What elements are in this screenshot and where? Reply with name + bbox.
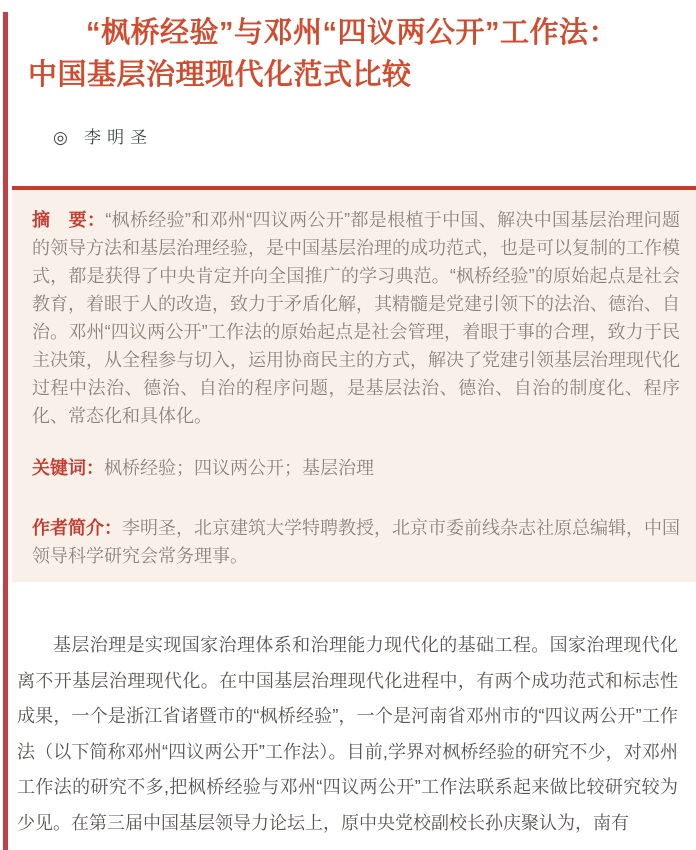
author-bio-paragraph [32,514,680,570]
abstract-text: “枫桥经验”和邓州“四议两公开”都是根植于中国、解决中国基层治理问题的领导方法和基层治理经验，是中国基层治理的成功范式，也是可以复制的工作模式，都是获得了中央肯定并向全国推广的学习典范。“枫桥经验”的原始起点是社会教育，着眼于人的改造，致力于矛盾化解，其精髓是党建引领下的法治、德治、自治。邓州“四议两公开”工作法的原始起点是社会管理，着眼于事的合理，致力于民主决策，从全程参与切入，运用协商民主的方式，解决了党建引领基层治理现代化过程中法治、德治、自治的程序问题，是基层法治、德治、自治的制度化、程序化、常态化和具体化。 [32,210,681,426]
author-bio-text: 李明圣，北京建筑大学特聘教授，北京市委前线杂志社原总编辑，中国领导科学研究会常务理事。 [32,518,680,566]
keywords-paragraph [32,454,680,482]
abstract-label: 摘 要： [32,210,106,230]
article-content [0,12,696,841]
body-paragraph: 基层治理是实现国家治理体系和治理能力现代化的基础工程。国家治理现代化离不开基层治理现代化。在中国基层治理现代化进程中，有两个成功范式和标志性成果，一个是浙江省诸暨市的“枫桥经验”，一个是河南省邓州市的“四议两公开”工作法（以下简称邓州“四议两公开”工作法）。目前,学界对枫桥经验的研究不少，对邓州工作法的研究不多,把枫桥经验与邓州“四议两公开”工作法联系起来做比较研究较为少见。在第三届中国基层领导力论坛上，原中央党校副校长孙庆聚认为，南有 [17,635,678,833]
abstract-box [12,186,696,582]
article-title-line-1: “枫桥经验”与邓州“四议两公开”工作法： [86,17,619,49]
article-title-line-2: 中国基层治理现代化范式比较 [28,59,412,91]
abstract-paragraph [32,206,680,430]
article-title [28,12,676,96]
keywords-text: 枫桥经验；四议两公开；基层治理 [104,458,374,478]
keywords-label: 关键词： [32,458,104,478]
author-byline: ◎ 李明圣 [53,128,154,147]
author-bio-label: 作者简介： [32,518,122,538]
article-page [0,12,696,850]
